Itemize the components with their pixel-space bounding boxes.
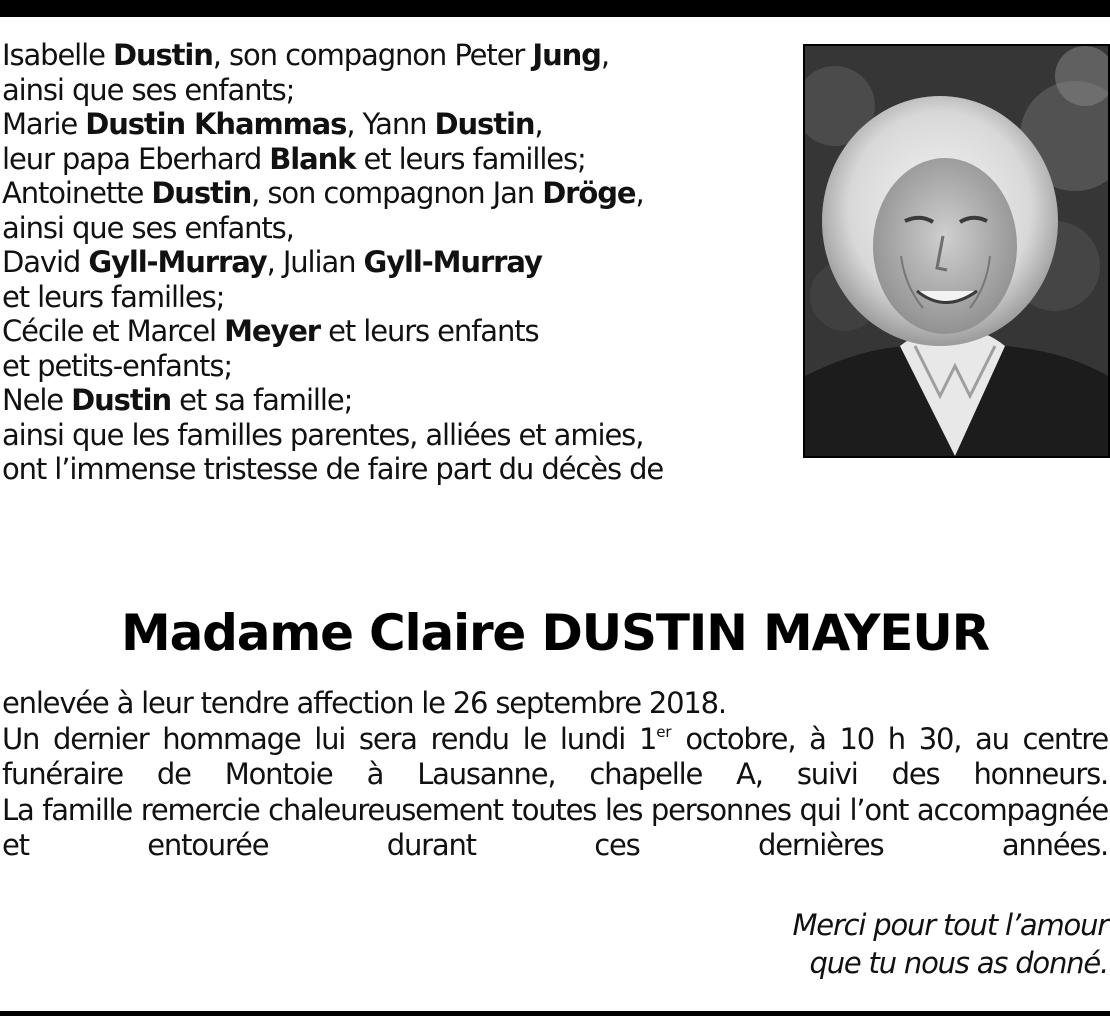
mourner-line [2,38,792,73]
surname: Meyer [224,314,320,348]
mourner-text: , son compagnon Jan [251,176,543,210]
closing-line-2: que tu nous as donné. [809,946,1108,980]
mourner-line [2,245,792,280]
deceased-name: Madame Claire DUSTIN MAYEUR [121,604,989,662]
mourner-line [2,211,792,246]
mourner-text: et leurs enfants [320,314,539,348]
mourner-text: , [534,107,543,141]
mourner-text: et leurs familles; [355,141,586,176]
mourner-line [2,73,792,108]
surname: Dustin [112,38,213,72]
mourner-line [2,142,792,177]
surname: Blank [269,141,356,176]
mourner-text: Cécile et Marcel [2,314,225,348]
mourner-text: , [635,176,644,210]
mourner-text: et leurs familles; [2,279,225,314]
ordinal-suffix: er [656,722,672,741]
surname: Jung [532,38,601,72]
mourner-line [2,349,792,384]
mourner-line [2,176,792,211]
surname: Gyll-Murray [88,245,267,279]
mourner-text: Antoinette [2,176,152,210]
mourner-text: Nele [2,383,72,417]
mourner-text: , son compagnon Peter [212,38,533,72]
mourner-line [2,383,792,418]
surname: Dustin [434,107,535,141]
mourner-text: ainsi que les familles parentes, alliées et amies, [2,417,644,452]
mourner-text: leur papa Eberhard [2,141,270,176]
tribute-paragraph [2,722,1108,793]
mourner-text: Isabelle [2,38,113,72]
funeral-details [2,686,1108,864]
closing-line-1: Merci pour tout l’amour [792,908,1108,942]
mourner-line [2,107,792,142]
surname: Gyll-Murray [363,245,542,279]
mourners-list [2,38,792,487]
mourner-text: et petits-enfants; [2,348,233,383]
tribute-text-end: octobre, à 10 h 30, au centre funéraire de Montoie à Lausanne, chapelle A, suivi des honneurs. [2,721,1108,791]
mourner-text: ainsi que ses enfants; [2,72,295,107]
mourner-text: David [2,245,89,279]
top-rule [0,0,1110,17]
tribute-text-start: Un dernier hommage lui sera rendu le lundi 1 [2,721,657,756]
surname: Dustin Khammas [85,107,347,141]
mourner-line [2,280,792,315]
surname: Dröge [542,176,636,210]
mourner-text: , [600,38,609,72]
mourner-text: , Yann [346,107,435,141]
mourner-text: ont l’immense tristesse de faire part du décès de [2,452,664,486]
thanks-paragraph: La famille remercie chaleureusement toutes les personnes qui l’ont accompagnée et entourée durant ces dernières années. [2,792,1108,862]
surname: Dustin [151,176,252,210]
closing-verse [792,906,1108,982]
death-date-line: enlevée à leur tendre affection le 26 septembre 2018. [2,686,726,720]
mourner-line [2,314,792,349]
mourner-line [2,418,792,453]
bottom-rule [0,1011,1110,1016]
mourner-line [2,452,792,487]
mourner-text: ainsi que ses enfants, [2,210,294,245]
surname: Dustin [71,383,171,417]
portrait-photo [803,44,1110,458]
mourner-text: et sa famille; [170,383,353,417]
mourner-text: Marie [2,107,86,141]
mourner-text: , Julian [266,245,364,279]
